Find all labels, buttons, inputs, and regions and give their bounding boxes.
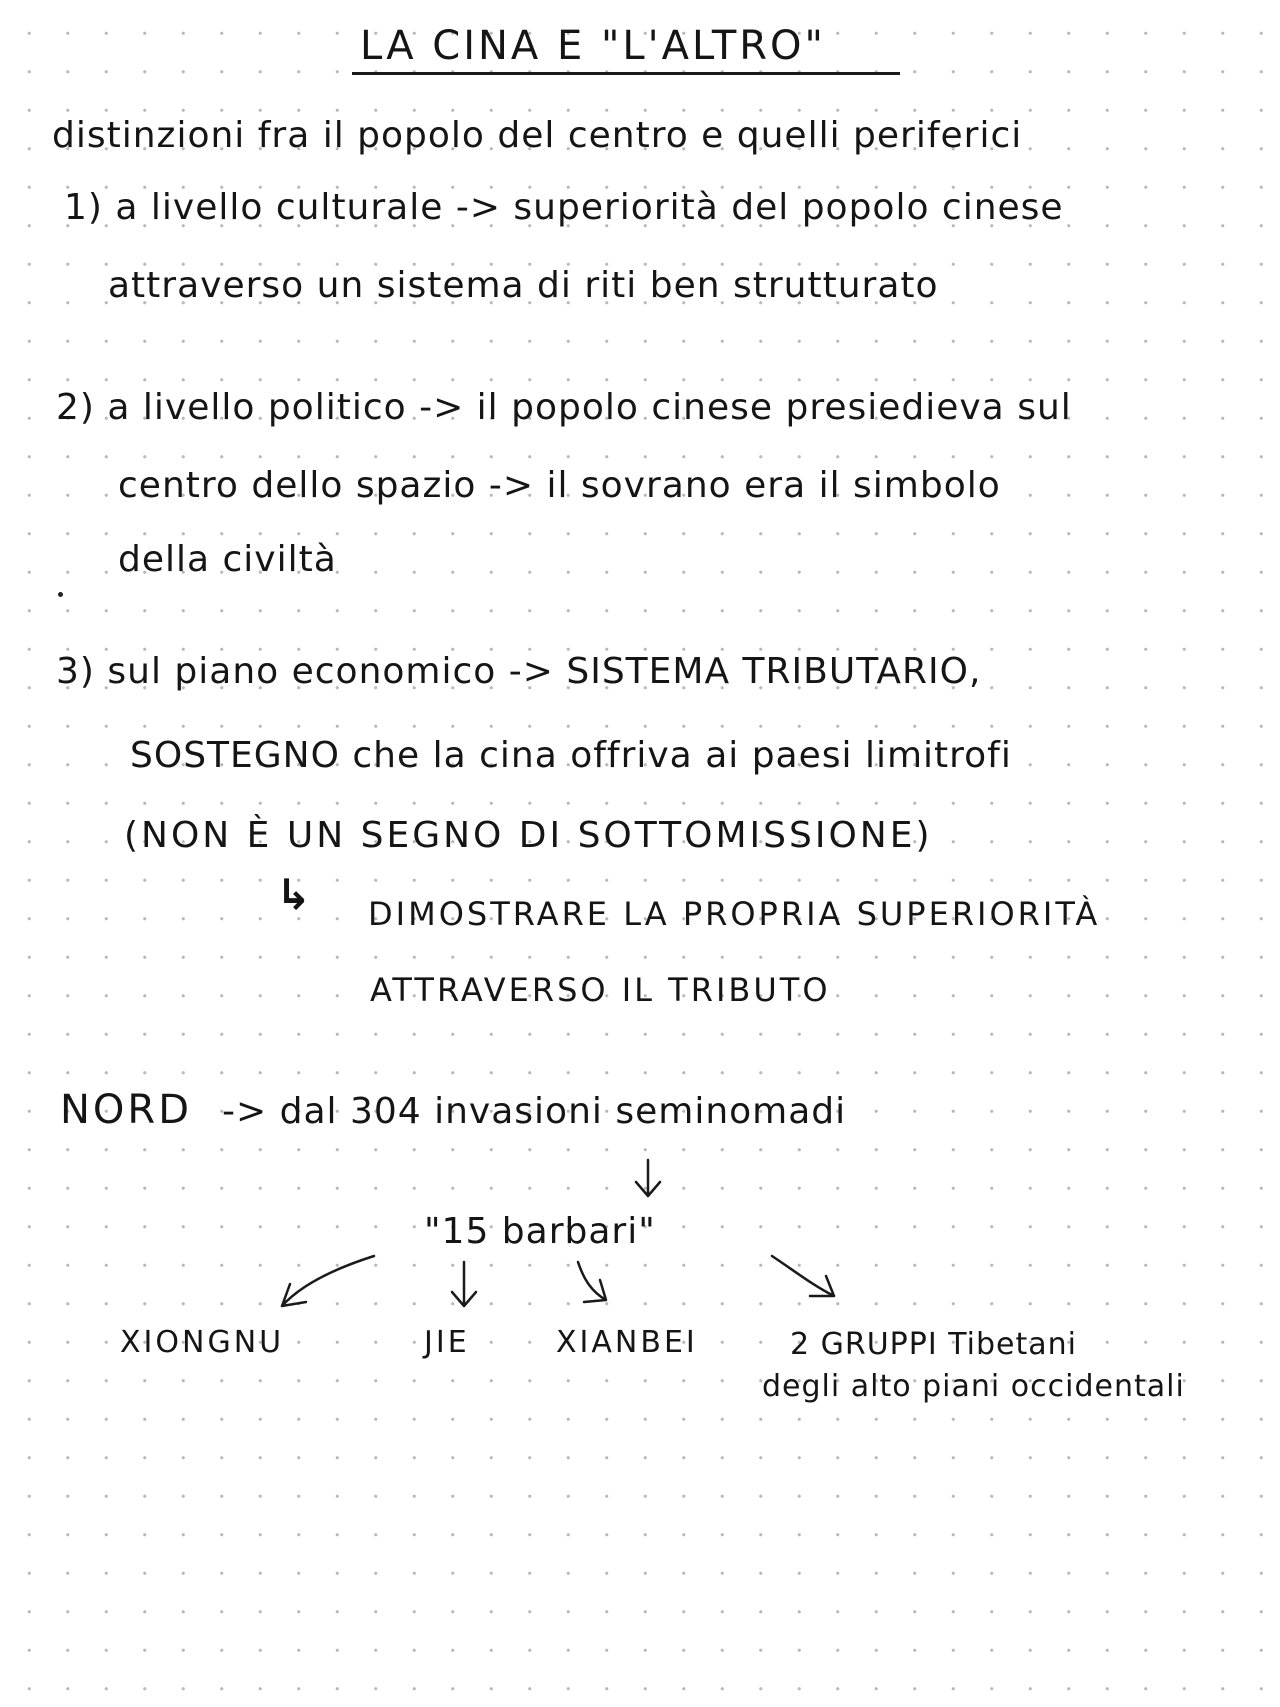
point2-line3: della civiltà [118,539,337,580]
branch-xiongnu: XIONGNU [120,1325,285,1360]
branch-arrow-xiongnu [282,1256,374,1306]
nord-text: -> dal 304 invasioni seminomadi [222,1091,847,1132]
stray-dot-mark [58,592,63,597]
branch-xianbei: XIANBEI [556,1325,698,1360]
point1-line1: 1) a livello culturale -> superiorità del popolo cinese [64,187,1064,228]
point3-line1: 3) sul piano economico -> SISTEMA TRIBUTARIO, [56,651,982,692]
turn-right-arrow-icon: ↳ [276,870,312,919]
title-underline [352,72,900,75]
point3-line3: (NON È UN SEGNO DI SOTTOMISSIONE) [124,815,933,856]
point3-sub-line2: ATTRAVERSO IL TRIBUTO [370,971,831,1009]
point3-line2: SOSTEGNO che la cina offriva ai paesi limitrofi [130,735,1012,776]
point1-line2: attraverso un sistema di riti ben strutturato [108,265,939,306]
point2-line2: centro dello spazio -> il sovrano era il simbolo [118,465,1001,506]
branch-arrow-xianbei [578,1262,606,1302]
branch-arrow-tibetan [772,1256,834,1296]
branch-tibetan-line2: degli alto piani occidentali [762,1369,1185,1404]
page-title: LA CINA E "L'ALTRO" [360,23,826,69]
branch-tibetan: 2 GRUPPI Tibetani [790,1327,1077,1362]
point2-line1: 2) a livello politico -> il popolo cinese presiedieva sul [56,387,1072,428]
down-arrow-icon [636,1160,660,1196]
nord-label: NORD [60,1087,192,1133]
point3-sub-line1: DIMOSTRARE LA PROPRIA SUPERIORITÀ [368,895,1101,933]
branch-arrow-jie [452,1262,476,1306]
group-label: "15 barbari" [424,1211,656,1252]
branch-jie: JIE [424,1325,470,1360]
intro-line: distinzioni fra il popolo del centro e quelli periferici [52,115,1023,156]
